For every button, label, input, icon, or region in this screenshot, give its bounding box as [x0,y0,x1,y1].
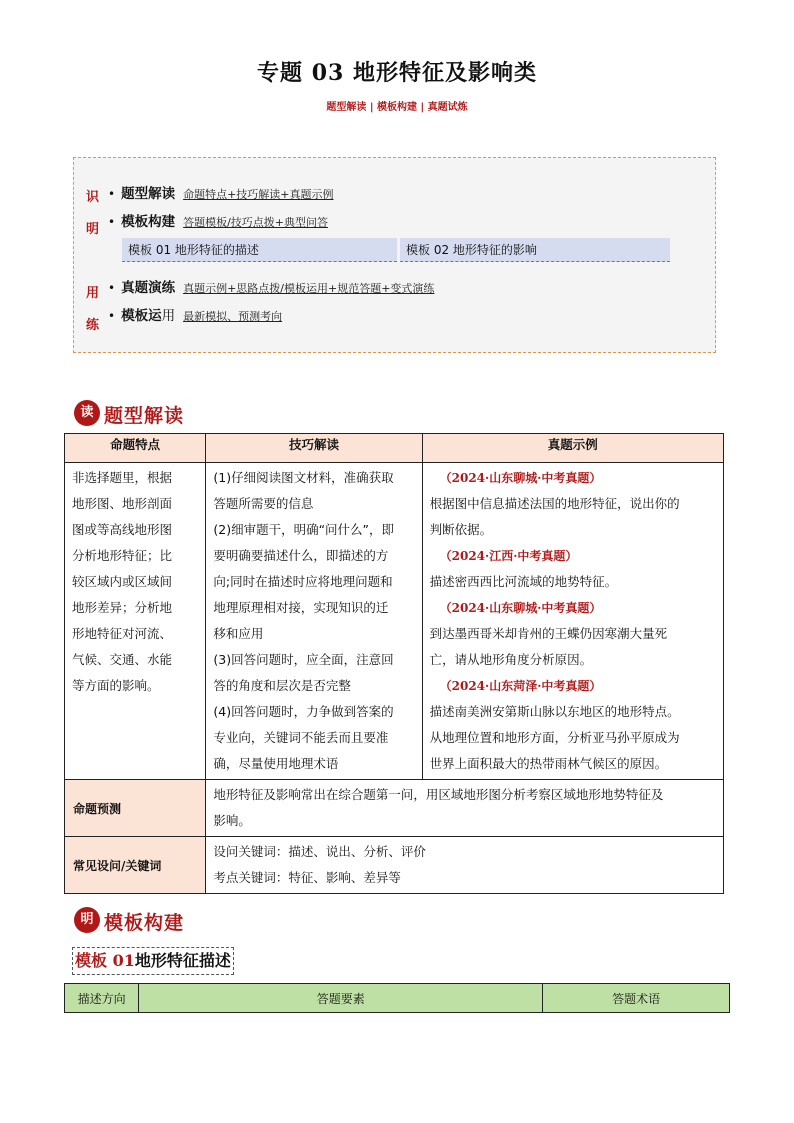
skill-line: 答题所需要的信息 [213,496,314,511]
keyword-line: 设问关键词：描述、说出、分析、评价 [213,844,426,859]
main-table [64,433,724,894]
skill-line: 要明确要描述什么，即描述的方 [213,548,389,563]
bullet-icon: • [108,281,116,295]
prediction-line: 影响。 [213,813,251,828]
keywords-cell [206,837,724,894]
keyword-line: 考点关键词：特征、影响、差异等 [213,870,401,885]
feature-line: 地形图、地形剖面 [72,496,173,511]
prediction-cell [206,780,724,837]
prediction-label: 命题预测 [65,780,206,837]
template-01-link[interactable]: 模板 01 地形特征的描述 [122,238,397,262]
overview-row-application: • 模板运用 最新模拟、预测考向 [108,308,283,324]
question-source: （2024·江西·中考真题） [439,549,578,563]
skill-line: 地理原理相对接，实现知识的迁 [213,600,389,615]
question-line: 根据图中信息描述法国的地形特征，说出你的 [429,496,680,511]
skill-line: 专业向，关键词不能丢而且要准 [213,730,389,745]
feature-line: 分析地形特征；比 [72,548,173,563]
skill-line: 向;同时在描述时应将地理问题和 [213,574,393,589]
book-icon: 读 [74,400,100,426]
question-source: （2024·山东菏泽·中考真题） [439,679,602,693]
side-char: 用 [86,286,100,301]
lightbulb-icon: 明 [74,907,100,933]
bullet-icon: • [108,215,116,229]
side-char: 练 [86,318,100,333]
side-char: 识 [86,190,100,205]
template-02-link[interactable]: 模板 02 地形特征的影响 [400,238,670,262]
skill-line: 移和应用 [213,626,264,641]
skill-line: (1)仔细阅读图文材料，准确获取 [213,470,394,485]
skill-line: (4)回答问题时，力争做到答案的 [213,704,394,719]
overview-row-practice: • 真题演练 真题示例+思路点拨/模板运用+规范答题+变式演练 [108,280,435,296]
overview-row-building: • 模板构建 答题模板/技巧点拨+典型问答 [108,214,329,230]
section-badge-reading: 读 题型解读 [74,398,214,428]
prediction-line: 地形特征及影响常出在综合题第一问，用区域地形图分析考察区域地形地势特征及 [213,787,664,802]
examples-cell [422,463,723,780]
question-line: 到达墨西哥米却肯州的王蝶仍因寒潮大量死 [429,626,668,641]
question-line: 亡，请从地形角度分析原因。 [429,652,593,667]
side-char: 明 [86,222,100,237]
question-source: （2024·山东聊城·中考真题） [439,601,602,615]
overview-row-reading: • 题型解读 命题特点+技巧解读+真题示例 [108,186,334,202]
keywords-label: 常见设问/关键词 [65,837,206,894]
answer-table [64,983,730,1013]
col-header: 答题要素 [139,984,543,1013]
features-cell [65,463,206,780]
feature-line: 等方面的影响。 [72,678,160,693]
skills-cell [206,463,422,780]
col-header: 描述方向 [65,984,139,1013]
template-bar [122,238,670,264]
skill-line: 答的角度和层次是否完整 [213,678,351,693]
page-title: 专题 03 地形特征及影响类 [257,60,537,86]
col-header: 答题术语 [543,984,730,1013]
skill-line: (2)细审题干，明确“问什么”，即 [213,522,395,537]
question-line: 判断依据。 [429,522,493,537]
question-line: 描述南美洲安第斯山脉以东地区的地形特点。 [429,704,680,719]
col-header: 真题示例 [422,434,723,463]
feature-line: 地形差异；分析地 [72,600,173,615]
question-line: 从地理位置和地形方面，分析亚马孙平原成为 [429,730,680,745]
template-01-heading: 模板 01地形特征描述 [72,947,234,975]
col-header: 技巧解读 [206,434,422,463]
feature-line: 气候、交通、水能 [72,652,173,667]
feature-line: 图或等高线地形图 [72,522,173,537]
skill-line: (3)回答问题时，应全面，注意回 [213,652,394,667]
bullet-icon: • [108,309,116,323]
skill-line: 确，尽量使用地理术语 [213,756,339,771]
feature-line: 非选择题里，根据 [72,470,173,485]
question-line: 描述密西西比河流域的地势特征。 [429,574,618,589]
page-subtitle: 题型解读 | 模板构建 | 真题试炼 [326,102,468,113]
section-badge-building: 明 模板构建 [74,905,214,935]
question-source: （2024·山东聊城·中考真题） [439,471,602,485]
feature-line: 较区域内或区域间 [72,574,173,589]
bullet-icon: • [108,187,116,201]
feature-line: 形地特征对河流、 [72,626,173,641]
overview-box [73,157,716,353]
col-header: 命题特点 [65,434,206,463]
question-line: 世界上面积最大的热带雨林气候区的原因。 [429,756,668,771]
